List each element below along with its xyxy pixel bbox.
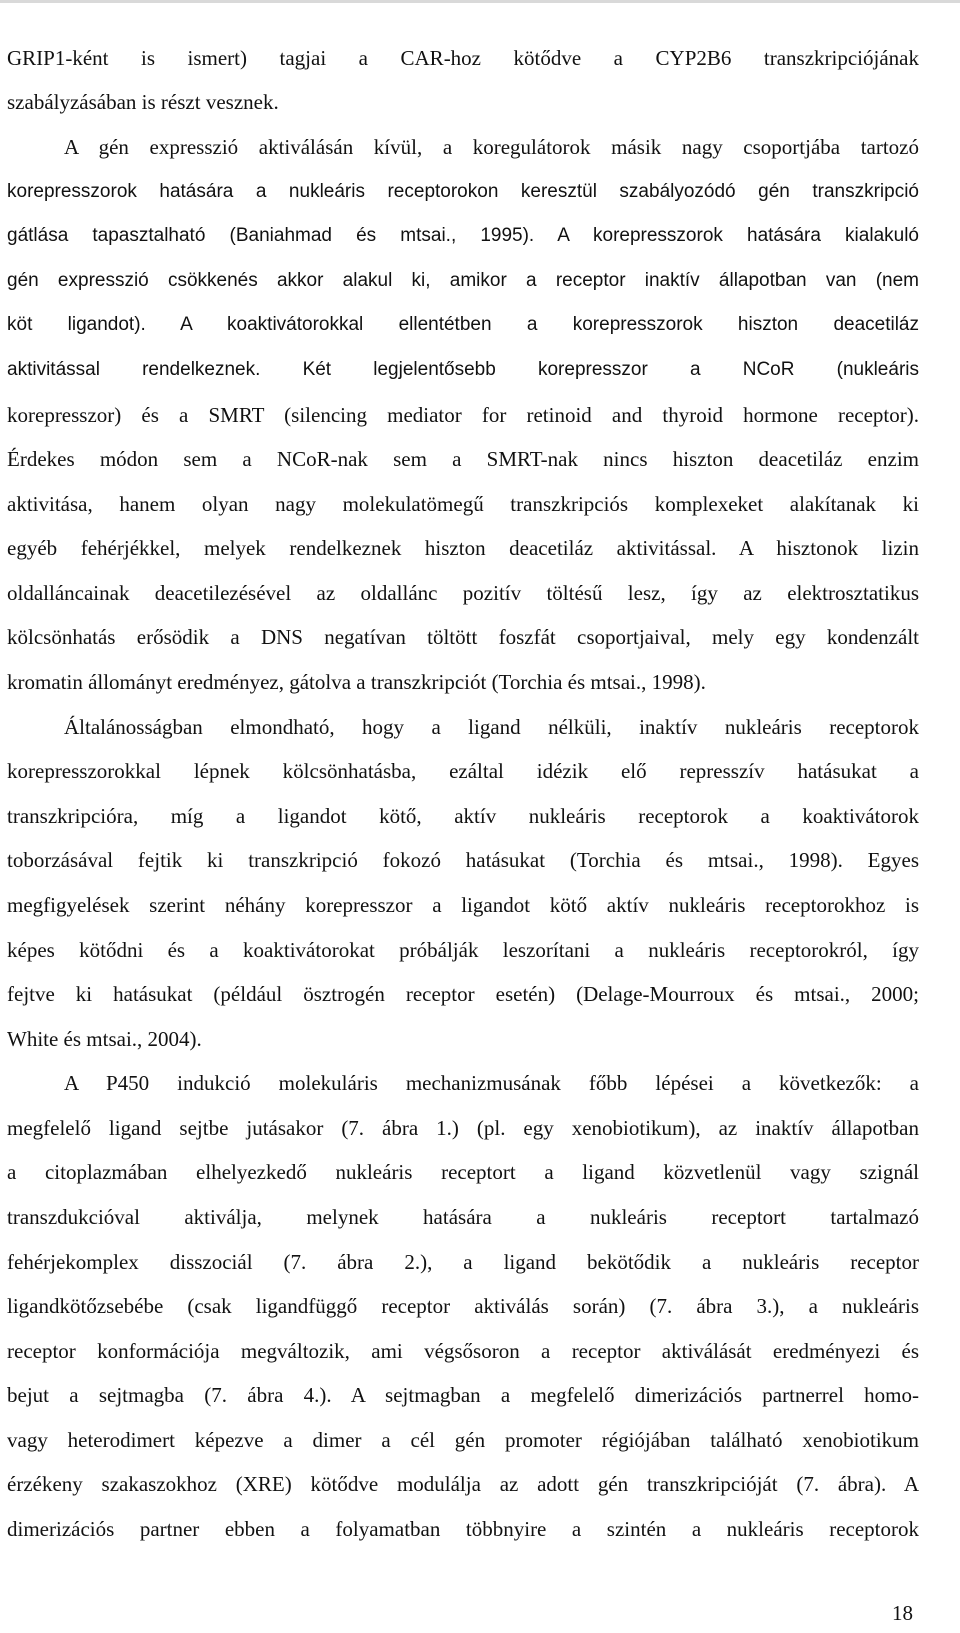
page-number: 18 (892, 1601, 913, 1625)
text-line: dimerizációs partner ebben a folyamatban többnyire a szintén a nukleáris receptorok (7, 1517, 919, 1541)
text-line: megfigyelések szerint néhány korepresszor a ligandot kötő aktív nukleáris receptorokhoz is (7, 893, 919, 917)
text-line: vagy heterodimert képezve a dimer a cél gén promoter régiójában található xenobiotikum (7, 1428, 919, 1452)
text-line: gátlása tapasztalható (Baniahmad és mtsai., 1995). A korepresszorok hatására kialakuló (7, 225, 919, 246)
text-line: oldalláncainak deacetilezésével az oldallánc pozitív töltésű lesz, így az elektrosztatikus (7, 581, 919, 605)
text-line: kölcsönhatás erősödik a DNS negatívan töltött foszfát csoportjaival, mely egy kondenzált (7, 625, 919, 649)
text-line: transzdukcióval aktiválja, melynek hatására a nukleáris receptort tartalmazó (7, 1205, 919, 1229)
text-line: White és mtsai., 2004). (7, 1027, 202, 1051)
text-line: fehérjekomplex disszociál (7. ábra 2.), a ligand bekötődik a nukleáris receptor (7, 1250, 919, 1274)
text-line: ligandkötőzsebébe (csak ligandfüggő receptor aktiválás során) (7. ábra 3.), a nukleáris (7, 1294, 919, 1318)
text-line: képes kötődni és a koaktivátorokat próbálják leszorítani a nukleáris receptorokról, így (7, 938, 919, 962)
text-line: Érdekes módon sem a NCoR-nak sem a SMRT-nak nincs hiszton deacetiláz enzim (7, 447, 919, 471)
text-line: fejtve ki hatásukat (például ösztrogén receptor esetén) (Delage-Mourroux és mtsai., 2000; (7, 982, 919, 1006)
text-line: érzékeny szakaszokhoz (XRE) kötődve modulálja az adott gén transzkripcióját (7. ábra). A (7, 1472, 919, 1496)
text-line: A P450 indukció molekuláris mechanizmusának főbb lépései a következők: a (64, 1071, 919, 1095)
text-line: egyéb fehérjékkel, melyek rendelkeznek hiszton deacetiláz aktivitással. A hisztonok lizin (7, 536, 919, 560)
text-line: bejut a sejtmagba (7. ábra 4.). A sejtmagban a megfelelő dimerizációs partnerrel homo- (7, 1383, 919, 1407)
text-line: kromatin állományt eredményez, gátolva a transzkripciót (Torchia és mtsai., 1998). (7, 670, 706, 694)
text-line: toborzásával fejtik ki transzkripció fokozó hatásukat (Torchia és mtsai., 1998). Egyes (7, 848, 919, 872)
text-line: köt ligandot). A koaktivátorokkal ellentétben a korepresszorok hiszton deacetiláz (7, 314, 919, 335)
text-line: korepresszorok hatására a nukleáris receptorokon keresztül szabályozódó gén transzkripció (7, 181, 919, 202)
text-line: a citoplazmában elhelyezkedő nukleáris receptort a ligand közvetlenül vagy szignál (7, 1160, 919, 1184)
text-line: gén expresszió csökkenés akkor alakul ki, amikor a receptor inaktív állapotban van (nem (7, 270, 919, 291)
text-line: szabályzásában is részt vesznek. (7, 90, 279, 114)
text-line: transzkripcióra, míg a ligandot kötő, aktív nukleáris receptorok a koaktivátorok (7, 804, 919, 828)
text-line: GRIP1-ként is ismert) tagjai a CAR-hoz kötődve a CYP2B6 transzkripciójának (7, 46, 919, 70)
text-line: megfelelő ligand sejtbe jutásakor (7. ábra 1.) (pl. egy xenobiotikum), az inaktív állapotban (7, 1116, 919, 1140)
text-line: aktivitása, hanem olyan nagy molekulatömegű transzkripciós komplexeket alakítanak ki (7, 492, 919, 516)
text-line: receptor konformációja megváltozik, ami végsősoron a receptor aktiválását eredményezi és (7, 1339, 919, 1363)
text-line: korepresszor) és a SMRT (silencing mediator for retinoid and thyroid hormone receptor). (7, 403, 919, 427)
text-line: A gén expresszió aktiválásán kívül, a koregulátorok másik nagy csoportjába tartozó (64, 135, 919, 159)
text-line: aktivitással rendelkeznek. Két legjelentősebb korepresszor a NCoR (nukleáris (7, 359, 919, 380)
text-line: korepresszorokkal lépnek kölcsönhatásba, ezáltal idézik elő represszív hatásukat a (7, 759, 919, 783)
page-top-rule (0, 0, 960, 3)
text-line: Általánosságban elmondható, hogy a ligand nélküli, inaktív nukleáris receptorok (64, 715, 919, 739)
